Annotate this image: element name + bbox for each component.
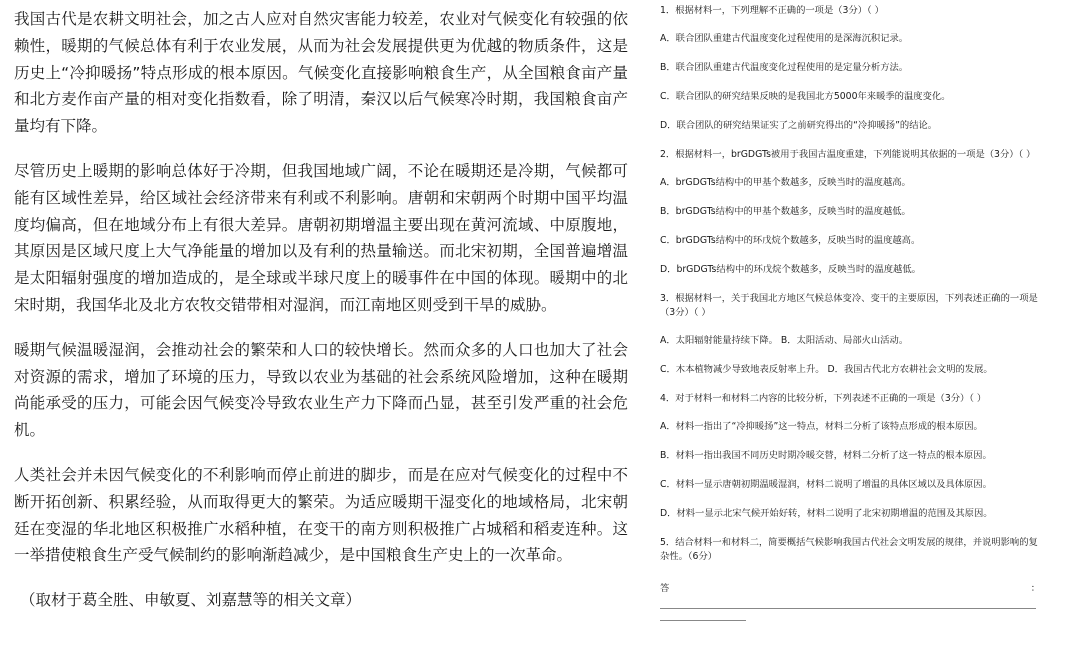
question-2 xyxy=(660,148,1040,277)
question-3-stem: 3．根据材料一，关于我国北方地区气候总体变冷、变干的主要原因，下列表述正确的一项是（3分）（ ） xyxy=(660,293,1038,318)
question-3-options-ab[interactable]: A．太阳辐射能量持续下降。 B．太阳活动、局部火山活动。 xyxy=(660,335,909,346)
question-2-option-c[interactable]: C．brGDGTs结构中的环戊烷个数越多，反映当时的温度越高。 xyxy=(660,235,921,246)
question-4-stem: 4．对于材料一和材料二内容的比较分析，下列表述不正确的一项是（3分）（ ） xyxy=(660,393,987,404)
question-5 xyxy=(660,536,1040,621)
question-1-stem: 1．根据材料一，下列理解不正确的一项是（3分）（ ） xyxy=(660,5,884,16)
question-3 xyxy=(660,292,1040,377)
question-4-option-b[interactable]: B．材料一指出我国不同历史时期冷暖交替，材料二分析了这一特点的根本原因。 xyxy=(660,450,992,461)
question-1-option-b[interactable]: B．联合团队重建古代温度变化过程使用的是定量分析方法。 xyxy=(660,62,909,73)
question-4-option-a[interactable]: A．材料一指出了“冷抑暖扬”这一特点，材料二分析了该特点形成的根本原因。 xyxy=(660,421,983,432)
question-2-option-a[interactable]: A．brGDGTs结构中的甲基个数越多，反映当时的温度越高。 xyxy=(660,177,911,188)
question-1-option-a[interactable]: A．联合团队重建古代温度变化过程使用的是深海沉积记录。 xyxy=(660,33,909,44)
question-5-stem: 5．结合材料一和材料二，简要概括气候影响我国古代社会文明发展的规律，并说明影响的复杂性。（6分） xyxy=(660,537,1038,562)
passage-paragraph-2: 尽管历史上暖期的影响总体好于冷期，但我国地域广阔，不论在暖期还是冷期，气候都可能有区域性差异，给区域社会经济带来有利或不利影响。唐朝和宋朝两个时期中国平均温度均偏高，但在地域分布上有很大差异。唐朝初期增温主要出现在黄河流域、中原腹地，其原因是区域尺度上大气净能量的增加以及有利的热量输送。而北宋初期，全国普遍增温是太阳辐射强度的增加造成的，是全球或半球尺度上的暖事件在中国的体现。暖期中的北宋时期，我国华北及北方农牧交错带相对湿润，而江南地区则受到干旱的威胁。 xyxy=(14,161,628,314)
answer-line-1[interactable] xyxy=(660,608,1036,609)
passage-paragraph-1: 我国古代是农耕文明社会，加之古人应对自然灾害能力较差，农业对气候变化有较强的依赖性，暖期的气候总体有利于农业发展，从而为社会发展提供更为优越的物质条件，这是历史上“冷抑暖扬”特点形成的根本原因。气候变化直接影响粮食生产，从全国粮食亩产量和北方麦作亩产量的相对变化指数看，除了明清，秦汉以后气候寒冷时期，我国粮食亩产量均有下降。 xyxy=(14,10,628,136)
answer-colon: ： xyxy=(1030,583,1040,594)
question-3-options-cd[interactable]: C．木本植物减少导致地表反射率上升。 D．我国古代北方农耕社会文明的发展。 xyxy=(660,364,993,375)
question-4-option-d[interactable]: D．材料一显示北宋气候开始好转，材料二说明了北宋初期增温的范围及其原因。 xyxy=(660,508,993,519)
answer-line-2[interactable] xyxy=(660,620,746,621)
question-4-option-c[interactable]: C．材料一显示唐朝初期温暖湿润，材料二说明了增温的具体区域以及具体原因。 xyxy=(660,479,992,490)
question-2-option-b[interactable]: B．brGDGTs结构中的甲基个数越多，反映当时的温度越低。 xyxy=(660,206,911,217)
answer-label: 答 xyxy=(660,583,670,594)
question-1-option-c[interactable]: C．联合团队的研究结果反映的是我国北方5000年来暖季的温度变化。 xyxy=(660,91,951,102)
question-1 xyxy=(660,4,1040,133)
passage-source: （取材于葛全胜、申敏夏、刘嘉慧等的相关文章） xyxy=(20,591,362,610)
reading-passage xyxy=(14,6,628,632)
question-4 xyxy=(660,392,1040,521)
question-2-option-d[interactable]: D．brGDGTs结构中的环戊烷个数越多，反映当时的温度越低。 xyxy=(660,264,921,275)
answer-row xyxy=(660,582,1040,596)
question-2-stem: 2．根据材料一，brGDGTs被用于我国古温度重建，下列能说明其依据的一项是（3分）（ ） xyxy=(660,149,1036,160)
passage-paragraph-4: 人类社会并未因气候变化的不利影响而停止前进的脚步，而是在应对气候变化的过程中不断开拓创新、积累经验，从而取得更大的繁荣。为适应暖期干湿变化的地域格局，北宋朝廷在变湿的华北地区积极推广水稻种植，在变干的南方则积极推广占城稻和稻麦连种。这一举措使粮食生产受气候制约的影响渐趋减少，是中国粮食生产史上的一次革命。 xyxy=(14,465,628,565)
passage-paragraph-3: 暖期气候温暖湿润，会推动社会的繁荣和人口的较快增长。然而众多的人口也加大了社会对资源的需求，增加了环境的压力，导致以农业为基础的社会系统风险增加，这种在暖期尚能承受的压力，可能会因气候变冷导致农业生产力下降而凸显，甚至引发严重的社会危机。 xyxy=(14,340,628,440)
question-1-option-d[interactable]: D．联合团队的研究结果证实了之前研究得出的“冷抑暖扬”的结论。 xyxy=(660,120,938,131)
question-panel xyxy=(660,4,1040,621)
